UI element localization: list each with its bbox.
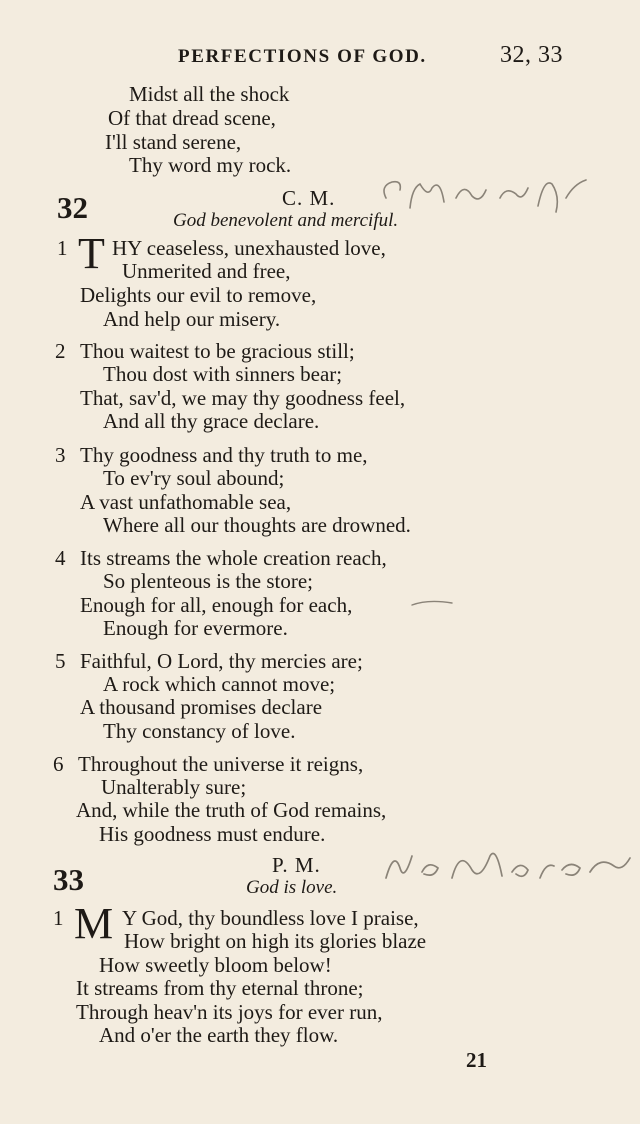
verse-line: To ev'ry soul abound; [103, 466, 285, 490]
handwritten-annotation [376, 168, 596, 220]
continued-line: Midst all the shock [129, 82, 290, 106]
verse-line: So plenteous is the store; [103, 569, 313, 593]
hymn-number: 32 [57, 190, 88, 225]
verse-line: Unmerited and free, [122, 259, 291, 283]
verse-number: 2 [55, 339, 66, 363]
hymn-number: 33 [53, 862, 84, 897]
verse-line: Thy goodness and thy truth to me, [80, 443, 368, 467]
drop-cap: M [74, 899, 114, 948]
verse-line: Y God, thy boundless love I praise, [122, 906, 419, 930]
verse-number: 5 [55, 649, 66, 673]
verse-line: A vast unfathomable sea, [80, 490, 292, 514]
verse-line: And help our misery. [103, 307, 281, 331]
hymn-meter: C. M. [282, 186, 336, 210]
verse-line: Faithful, O Lord, thy mercies are; [80, 649, 363, 673]
verse-line: Enough for all, enough for each, [80, 593, 353, 617]
hymn-subject: God is love. [246, 877, 338, 898]
verse-line: And all thy grace declare. [103, 409, 320, 433]
continued-line: Of that dread scene, [108, 106, 276, 130]
verse-line: Through heav'n its joys for ever run, [76, 1000, 383, 1024]
verse-number: 1 [53, 906, 64, 930]
drop-cap: T [78, 229, 105, 278]
verse-line: Thou waitest to be gracious still; [80, 339, 355, 363]
hymn-range: 32, 33 [500, 42, 563, 68]
verse-line: Delights our evil to remove, [80, 283, 317, 307]
verse-line: Enough for evermore. [103, 616, 288, 640]
verse-line: A rock which cannot move; [103, 672, 336, 696]
hymn-meter: P. M. [272, 853, 321, 877]
verse-number: 3 [55, 443, 66, 467]
verse-number: 4 [55, 546, 66, 570]
verse-line: Throughout the universe it reigns, [78, 752, 364, 776]
verse-line: And o'er the earth they flow. [99, 1023, 339, 1047]
verse-line: Its streams the whole creation reach, [80, 546, 387, 570]
continued-line: I'll stand serene, [105, 130, 242, 154]
verse-line: Unalterably sure; [101, 775, 247, 799]
verse-line: Thou dost with sinners bear; [103, 362, 343, 386]
verse-line: How sweetly bloom below! [99, 953, 332, 977]
running-title: PERFECTIONS OF GOD. [178, 46, 427, 67]
pencil-stroke [408, 595, 458, 611]
continued-line: Thy word my rock. [129, 153, 292, 177]
verse-line: A thousand promises declare [80, 695, 323, 719]
verse-line: How bright on high its glories blaze [124, 929, 427, 953]
verse-line: It streams from thy eternal throne; [76, 976, 364, 1000]
verse-line: That, sav'd, we may thy goodness feel, [80, 386, 406, 410]
verse-number: 1 [57, 236, 68, 260]
verse-line: Thy constancy of love. [103, 719, 296, 743]
verse-line: HY ceaseless, unexhausted love, [112, 236, 386, 260]
handwritten-annotation [378, 838, 638, 894]
verse-line: And, while the truth of God remains, [76, 798, 387, 822]
verse-line: Where all our thoughts are drowned. [103, 513, 411, 537]
verse-number: 6 [53, 752, 64, 776]
hymn-subject: God benevolent and merciful. [173, 210, 399, 231]
page-number: 21 [466, 1048, 487, 1072]
verse-line: His goodness must endure. [99, 822, 326, 846]
